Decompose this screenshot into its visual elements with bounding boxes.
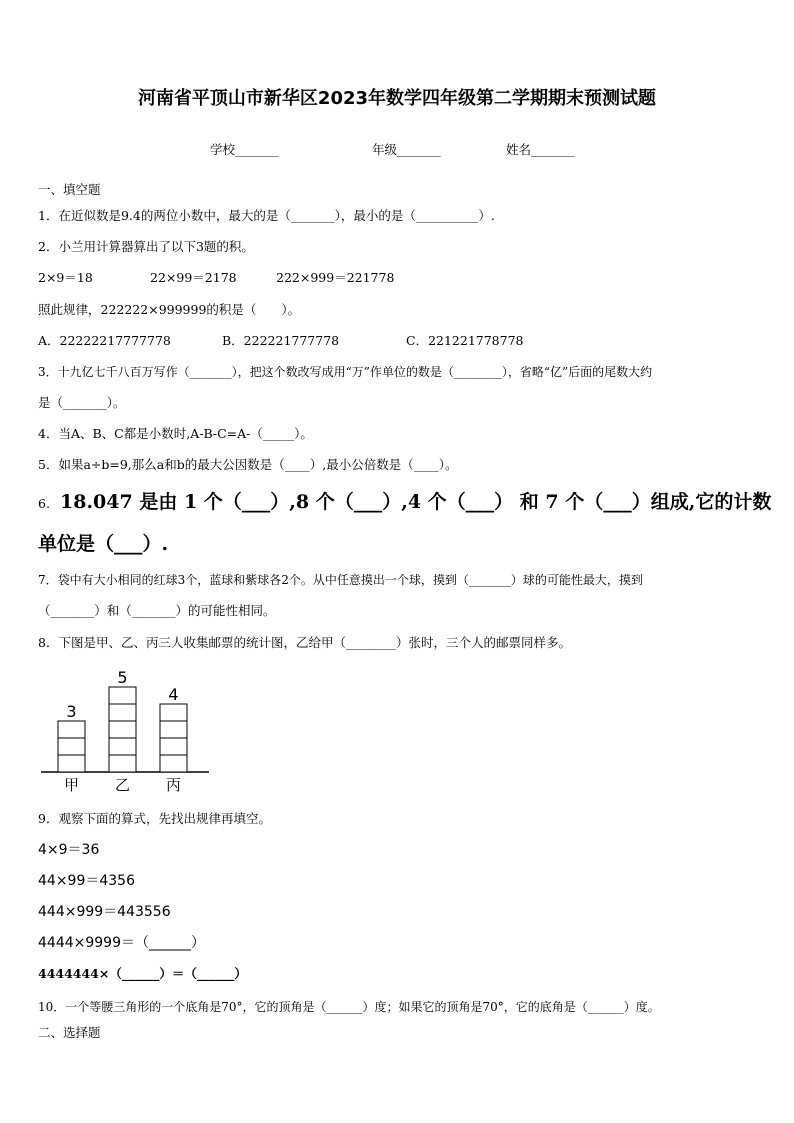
- bar-cell: [160, 704, 187, 721]
- name-label: 姓名: [506, 142, 532, 157]
- school-label: 学校: [210, 142, 236, 157]
- school-blank: _______: [235, 142, 279, 157]
- bar-cell: [160, 755, 187, 772]
- section-heading-choice: 二、选择题: [38, 1025, 101, 1040]
- question-4: 4．当A、B、C都是小数时,A-B-C=A-（_____）。: [38, 426, 313, 441]
- grade-field[interactable]: [372, 142, 441, 158]
- grade-blank: _______: [397, 142, 441, 157]
- school-field[interactable]: [210, 142, 279, 158]
- category-label: 乙: [114, 776, 131, 794]
- q2-equation-3: 222×999＝221778: [276, 270, 395, 285]
- question-10: 10．一个等腰三角形的一个底角是70°，它的顶角是（______）度；如果它的顶角是70°，它的底角是（______）度。: [38, 1000, 660, 1014]
- page-title: 河南省平顶山市新华区2023年数学四年级第二学期期末预测试题: [137, 88, 657, 109]
- stamp-bar-chart: [36, 662, 216, 798]
- question-6-line-1: 18.047 是由 1 个（___）,8 个（___）,4 个（___） 和 7 个（___）组成,它的计数: [60, 491, 772, 513]
- question-7-line-2: （_______）和（_______）的可能性相同。: [38, 603, 276, 618]
- q2-question: 照此规律，222222×999999的积是（ ）。: [38, 302, 301, 317]
- section-heading-fill: 一、填空题: [38, 182, 101, 197]
- question-6-line-2: 单位是（___）.: [38, 533, 169, 555]
- q9-line-4: 4444×9999＝（______）: [38, 935, 205, 951]
- question-5: 5．如果a÷b=9,那么a和b的最大公因数是（____）,最小公倍数是（____）。: [38, 457, 458, 472]
- q2-equation-2: 22×99＝2178: [150, 270, 237, 285]
- question-9-stem: 9．观察下面的算式，先找出规律再填空。: [38, 811, 271, 826]
- bar-cell: [109, 721, 136, 738]
- bar-cell: [58, 738, 85, 755]
- q9-line-3: 444×999＝443556: [38, 904, 171, 920]
- q2-option-c: C．221221778778: [406, 333, 524, 348]
- bar-cell: [160, 721, 187, 738]
- q2-option-b: B．222221777778: [222, 333, 340, 348]
- q9-line-5: 4444444×（______）＝（______）: [38, 966, 247, 981]
- bar-cell: [109, 704, 136, 721]
- category-label: 甲: [63, 776, 80, 794]
- grade-label: 年级: [372, 142, 398, 157]
- question-3-line-1: 3．十九亿七千八百万写作（_______），把这个数改写成用“万”作单位的数是（________），省略“亿”后面的尾数大约: [38, 365, 653, 379]
- category-label: 丙: [165, 776, 182, 794]
- q2-equation-1: 2×9＝18: [38, 270, 93, 285]
- bar-value-label: 4: [168, 685, 179, 704]
- bar-cell: [109, 687, 136, 704]
- name-blank: _______: [531, 142, 575, 157]
- q9-line-2: 44×99＝4356: [38, 873, 135, 889]
- bar-value-label: 5: [117, 668, 128, 687]
- bar-value-label: 3: [66, 702, 77, 721]
- question-3-line-2: 是（_______）。: [38, 395, 126, 410]
- question-2-stem: 2．小兰用计算器算出了以下3题的积。: [38, 239, 254, 254]
- bar-cell: [160, 738, 187, 755]
- bar-cell: [58, 755, 85, 772]
- question-8: 8．下图是甲、乙、丙三人收集邮票的统计图，乙给甲（________）张时，三个人的邮票同样多。: [38, 635, 571, 650]
- question-7-line-1: 7．袋中有大小相同的红球3个，蓝球和紫球各2个。从中任意摸出一个球，摸到（_______）球的可能性最大，摸到: [38, 573, 643, 587]
- question-1: 1．在近似数是9.4的两位小数中，最大的是（_______），最小的是（__________）.: [38, 208, 495, 223]
- bar-cell: [58, 721, 85, 738]
- q9-line-1: 4×9＝36: [38, 842, 100, 858]
- question-6-number: 6.: [38, 496, 50, 511]
- q2-option-a: A．22222217777778: [38, 333, 171, 348]
- bar-cell: [109, 738, 136, 755]
- bar-cell: [109, 755, 136, 772]
- name-field[interactable]: [506, 142, 575, 158]
